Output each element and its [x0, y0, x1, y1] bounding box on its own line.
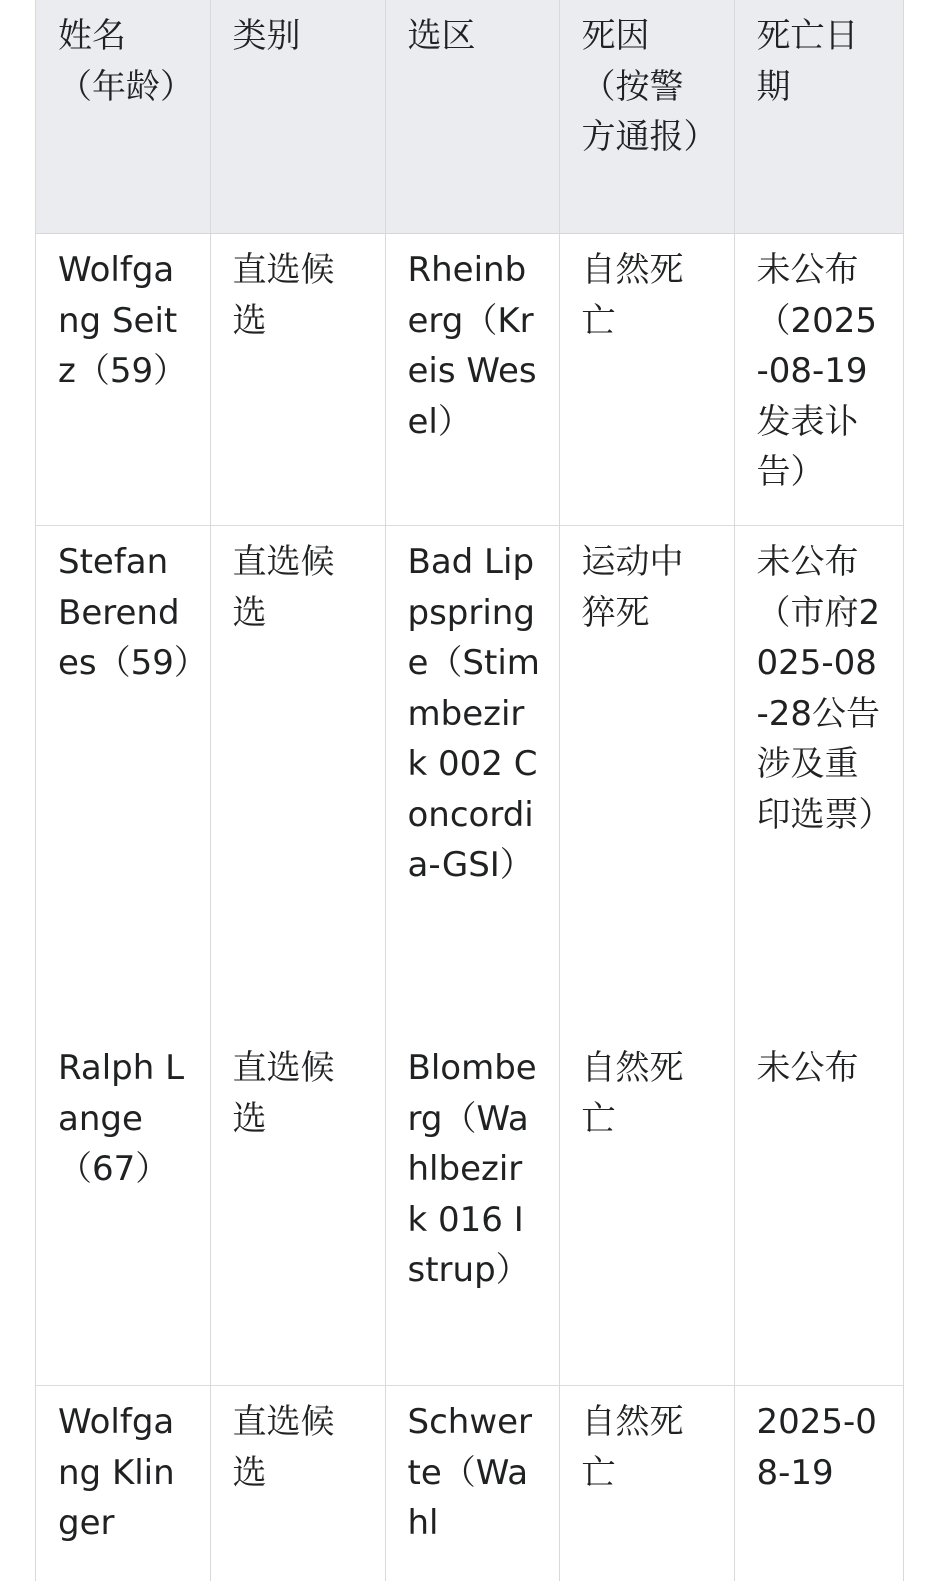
cell-date-of-death: 未公布（2025-08-19发表讣告） [734, 234, 903, 526]
table-row [36, 234, 903, 526]
cell-constituency: Bad Lippspringe（Stimmbezirk 002 Concordia-GSI） [385, 526, 559, 1020]
table-row [36, 1386, 903, 1581]
cell-cause-of-death: 自然死亡 [559, 1386, 734, 1581]
cell-category: 直选候选 [210, 1386, 385, 1581]
cell-constituency: Rheinberg（Kreis Wesel） [385, 234, 559, 526]
header-row [36, 0, 903, 234]
cell-cause-of-death: 自然死亡 [559, 234, 734, 526]
cell-name-age: Wolfgang Seitz（59） [58, 250, 188, 391]
header-cause-of-death: 死因（按警方通报） [559, 0, 734, 234]
cell-name-age: Wolfgang Klinger [36, 1386, 210, 1581]
candidate-deaths-table [36, 0, 903, 1581]
header-date-of-death: 死亡日期 [734, 0, 903, 234]
cell-cause-of-death: 运动中猝死 [559, 526, 734, 1020]
cell-category: 直选候选 [210, 1019, 385, 1386]
cell-date-of-death: 2025-08-19 [734, 1386, 903, 1581]
table-body [36, 234, 903, 1581]
header-constituency: 选区 [385, 0, 559, 234]
candidate-deaths-table-container [35, 0, 904, 1581]
header-name-age: 姓名（年龄） [36, 0, 210, 234]
table-row [36, 526, 903, 1020]
table-header [36, 0, 903, 234]
table-row [36, 1019, 903, 1386]
cell-cause-of-death: 自然死亡 [559, 1019, 734, 1386]
cell-name-age: Stefan Berendes（59） [36, 526, 210, 1020]
cell-name-age: Ralph Lange（67） [58, 1048, 185, 1189]
cell-category: 直选候选 [210, 526, 385, 1020]
cell-date-of-death: 未公布（市府2025-08-28公告涉及重印选票） [734, 526, 903, 1020]
cell-category: 直选候选 [210, 234, 385, 526]
cell-constituency: Blomberg（Wahlbezirk 016 Istrup） [385, 1019, 559, 1386]
cell-constituency: Schwerte（Wahl [385, 1386, 559, 1581]
header-category: 类别 [210, 0, 385, 234]
cell-date-of-death: 未公布 [734, 1019, 903, 1386]
